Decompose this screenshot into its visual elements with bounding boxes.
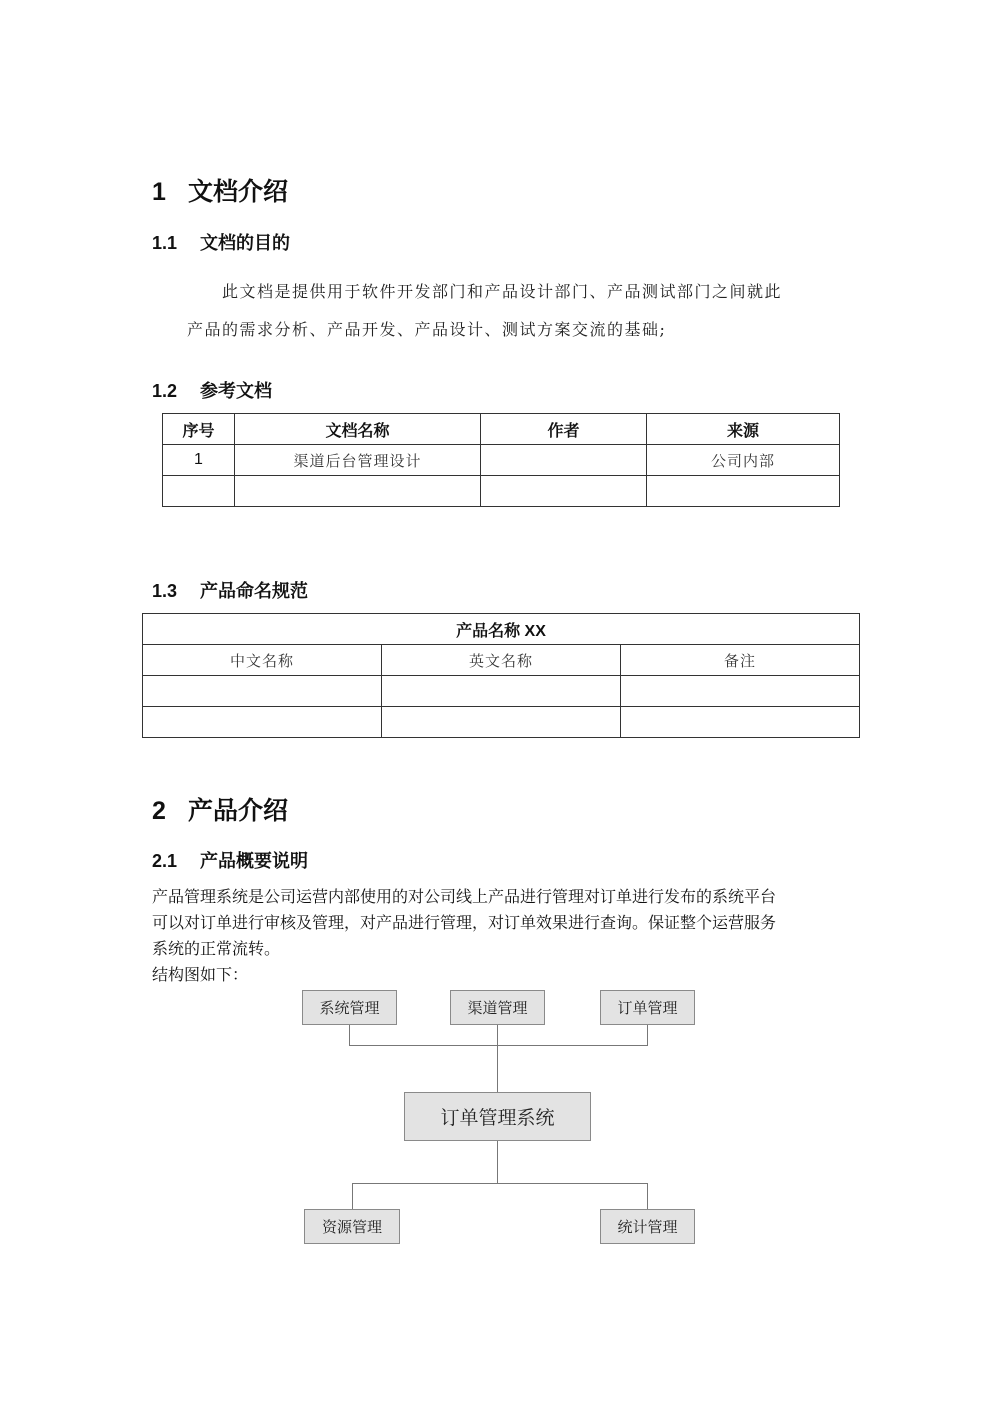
table-cell [382, 707, 621, 738]
header-doc-name: 文档名称 [235, 414, 481, 445]
connector-line [497, 1025, 498, 1092]
section-title: 产品概要说明 [200, 851, 308, 871]
table-cell [163, 476, 235, 507]
table-cell: 渠道后台管理设计 [235, 445, 481, 476]
table-cell: 1 [163, 445, 235, 476]
table-header-row [163, 414, 840, 445]
node-system-management: 系统管理 [302, 990, 397, 1025]
table-cell [621, 707, 860, 738]
connector-line [647, 1183, 648, 1209]
overview-line-2: 可以对订单进行审核及管理，对产品进行管理，对订单效果进行查询。保证整个运营服务 [152, 915, 777, 932]
node-channel-management: 渠道管理 [450, 990, 545, 1025]
table-title: 产品名称 XX [143, 614, 860, 645]
purpose-line-1: 此文档是提供用于软件开发部门和产品设计部门、产品测试部门之间就此 [222, 282, 783, 301]
table-cell [143, 676, 382, 707]
table-cell: 公司内部 [647, 445, 840, 476]
table-row [143, 676, 860, 707]
header-index: 序号 [163, 414, 235, 445]
node-order-management: 订单管理 [600, 990, 695, 1025]
connector-line [349, 1025, 350, 1046]
section-number: 1.3 [152, 581, 178, 601]
section-title: 产品命名规范 [200, 581, 308, 601]
section-2-heading [152, 791, 288, 827]
table-cell [235, 476, 481, 507]
section-number: 2 [152, 797, 166, 825]
connector-line [647, 1025, 648, 1046]
table-cell [481, 476, 647, 507]
table-cell [647, 476, 840, 507]
header-source: 来源 [647, 414, 840, 445]
node-statistics-management: 统计管理 [600, 1209, 695, 1244]
header-remark: 备注 [621, 645, 860, 676]
reference-docs-table [162, 413, 840, 507]
header-english-name: 英文名称 [382, 645, 621, 676]
section-number: 2.1 [152, 851, 178, 871]
section-title: 参考文档 [200, 381, 272, 401]
overview-line-4: 结构图如下： [152, 967, 249, 984]
section-title: 文档介绍 [188, 178, 289, 206]
overview-line-3: 系统的正常流转。 [152, 941, 281, 958]
connector-line [497, 1141, 498, 1183]
section-number: 1.1 [152, 233, 178, 253]
section-1-3-heading [152, 577, 308, 603]
connector-line [352, 1183, 648, 1184]
table-cell [382, 676, 621, 707]
purpose-line-2: 产品的需求分析、产品开发、产品设计、测试方案交流的基础; [187, 320, 667, 339]
table-row [163, 476, 840, 507]
table-row [163, 445, 840, 476]
connector-line [352, 1183, 353, 1209]
connector-line [349, 1045, 648, 1046]
table-cell [481, 445, 647, 476]
section-1-2-heading [152, 377, 272, 403]
section-2-1-heading [152, 847, 308, 873]
table-title-row [143, 614, 860, 645]
table-header-row [143, 645, 860, 676]
section-title: 文档的目的 [200, 233, 290, 253]
table-row [143, 707, 860, 738]
section-number: 1.2 [152, 381, 178, 401]
header-chinese-name: 中文名称 [143, 645, 382, 676]
section-number: 1 [152, 178, 166, 206]
table-cell [143, 707, 382, 738]
overview-line-1: 产品管理系统是公司运营内部使用的对公司线上产品进行管理对订单进行发布的系统平台 [152, 889, 777, 906]
section-1-1-heading [152, 229, 290, 255]
section-title: 产品介绍 [188, 797, 289, 825]
node-order-system: 订单管理系统 [404, 1092, 591, 1141]
naming-table [142, 613, 860, 738]
section-1-heading [152, 172, 288, 208]
node-resource-management: 资源管理 [304, 1209, 400, 1244]
header-author: 作者 [481, 414, 647, 445]
table-cell [621, 676, 860, 707]
